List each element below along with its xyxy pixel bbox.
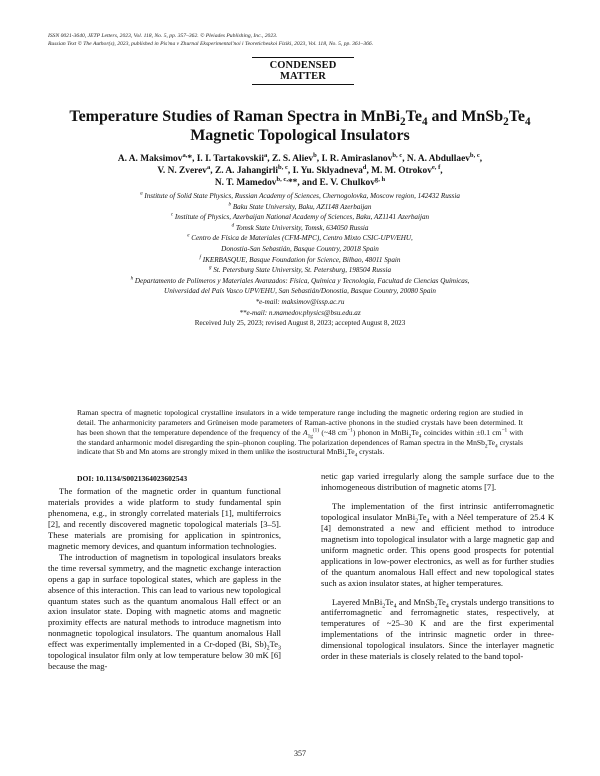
affiliation-2: $^c$ Institute of Physics, Azerbaijan National Academy of Sciences, Baku, AZ1141 Azerbaijan [170,212,430,222]
section-rule-top [252,57,354,58]
section-label-line2: MATTER [280,71,326,82]
affiliation-6: $^f$ IKERBASQUE, Basque Foundation for Science, Bilbao, 48011 Spain [199,255,401,264]
affiliation-8: $^h$ Departamento de Polímeros y Materiales Avanzados: Física, Química y Tecnología, Facultad de Ciencias Químicas, [130,276,470,285]
page-number: 357 [294,749,306,758]
affiliation-3: $^d$ Tomsk State University, Tomsk, 634050 Russia [231,223,369,232]
right-paragraph-3: Layered $MnBi_2Te_4$ and $MnSb_2Te_4$ crystals undergo transitions to antiferromagnetic and ferromagnetic states, respectively, at temperatures of ~25–30 K and are the first experimental implementations of the intrinsic magnetic order in three-dimensional topological insulators. Since the interlayer magnetic order in these materials is closely related to the band topol- [321,596,554,662]
author-line2: V. N. Zverev$^a$, Z. A. Jahangirli$^{b, c}$, I. Yu. Sklyadneva$^d$, M. M. Otrokov$^{e, f}$, [157,164,443,177]
left-column [48,475,281,672]
author-line3: N. T. Mamedov$^{b, c,}$**, and E. V. Chulkov$^{g, h}$ [214,176,386,189]
right-column [321,471,554,662]
affiliation-7: $^g$ St. Petersburg State University, St. Petersburg, 198504 Russia [208,265,392,275]
affiliations [40,191,560,329]
affiliation-1: $^b$ Baku State University, Baku, AZ1148 Azerbaijan [228,202,372,211]
doi: DOI: 10.1134/S0021364023602543 [77,474,188,483]
journal-header [48,32,558,48]
paper-title-line1: Temperature Studies of Raman Spectra in $MnBi_2Te_4$ and $MnSb_2Te_4$ [69,108,531,129]
author-list [48,153,552,190]
section-label-line1: CONDENSED [269,60,337,71]
affiliation-9: Universidad del País Vasco UPV/EHU, San Sebastián/Donostia, Basque Country, 20080 Spain [164,287,436,296]
email-1: *e-mail: maksimov@issp.ac.ru [255,297,345,306]
received-dates: Received July 25, 2023; revised August 8, 2023; accepted August 8, 2023 [194,319,406,328]
left-paragraph-1: The formation of the magnetic order in quantum functional materials provides a wide platform to study fundamental spin phenomena, e.g., in strongly correlated materials [1], multiferroics [2], and recently discovered magnetic topological materials [3–5]. These materials are promising for application in spintronics, magnetic memory devices, and quantum information technologies. [48,486,281,551]
affiliation-5: Donostia-San Sebastián, Basque Country, 20018 Spain [221,244,379,253]
right-paragraph-2: The implementation of the first intrinsic antiferromagnetic topological insulator $MnBi_2Te_4$ with a Néel temperature of 25.4 K [4] demonstrated a new and efficient method to introduce magnetism into topological insulator with a large magnetic gap and uniform magnetic order. This opens good prospects for potential applications in low-power electronics, as well as for further studies of the quantum anomalous Hall effect and new topological states such as axion insulator states, at higher temperatures. [321,500,555,588]
right-paragraph-1: netic gap varied irregularly along the sample surface due to the inhomogeneous distribution of magnetic atoms [7]. [321,471,554,492]
left-paragraph-2: The introduction of magnetism in topological insulators breaks the time reversal symmetry, and the magnetic exchange interaction opens a gap in surface topological states, which are gapless in the absence of this interaction. This can lead to various new topological quantum states such as the quantum anomalous Hall effect or an axion insulator state. Doping with magnetic atoms and magnetic proximity effects are natural methods to introduce magnetism into nonmagnetic topological insulators. The quantum anomalous Hall effect was experimentally implemented in a Cr-doped (Bi, $Sb)_2Te_3$ topological insulator film only at low temperature below 30 mK [6] because the mag- [48,551,281,672]
abstract: Raman spectra of magnetic topological crystalline insulators in a wide temperature range including the magnetic ordering region are studied in detail. The anharmonicity parameters and Grüneisen mode parameters of Raman-active phonons in the studied crystals have been determined. It has been shown that the temperature dependence of the frequency of the $A_{1g}^{(1)}$ (~48 $cm^{-1}$) phonon in $MnBi_2Te_4$ coincides within ±0.1 $cm^{-1}$ with the standard anharmonic model disregarding the spin–phonon coupling. The polarization dependences of Raman spectra in the $MnSb_2Te_4$ crystals indicate that Sb and Mn atoms are strongly mixed in them unlike the isostructural $MnBi_2Te_4$ crystals. [77,408,523,459]
author-line1: A. A. Maksimov$^{a,}$*, I. I. Tartakovskii$^a$, Z. S. Aliev$^b$, I. R. Amiraslanov$^{b, c}$, N. A. Abdullaev$^{b, c}$, [117,151,483,164]
email-2: **e-mail: n.mamedov.physics@bsu.edu.az [239,308,361,317]
affiliation-0: $^a$ Institute of Solid State Physics, Russian Academy of Sciences, Chernogolovka, Moscow region, 142432 Russia [140,191,460,200]
affiliation-4: $^e$ Centro de Física de Materiales (CFM-MPC), Centro Mixto CSIC-UPV/EHU, [187,234,413,243]
paper-title-line2: Magnetic Topological Insulators [190,126,410,144]
journal-header-line1: ISSN 0021-3640, JETP Letters, 2023, Vol. 118, No. 5, pp. 357–362. © Pleiades Publishing, Inc., 2023. [48,33,278,39]
paper-title [30,108,570,145]
section-rule-bottom [252,84,354,85]
section-label [252,60,354,82]
journal-header-line2: Russian Text © The Author(s), 2023, published in Pis'ma v Zhurnal Eksperimental'noi i Teoreticheskoi Fiziki, 2023, Vol. 118, No. 5, pp. 361–366. [48,41,374,47]
